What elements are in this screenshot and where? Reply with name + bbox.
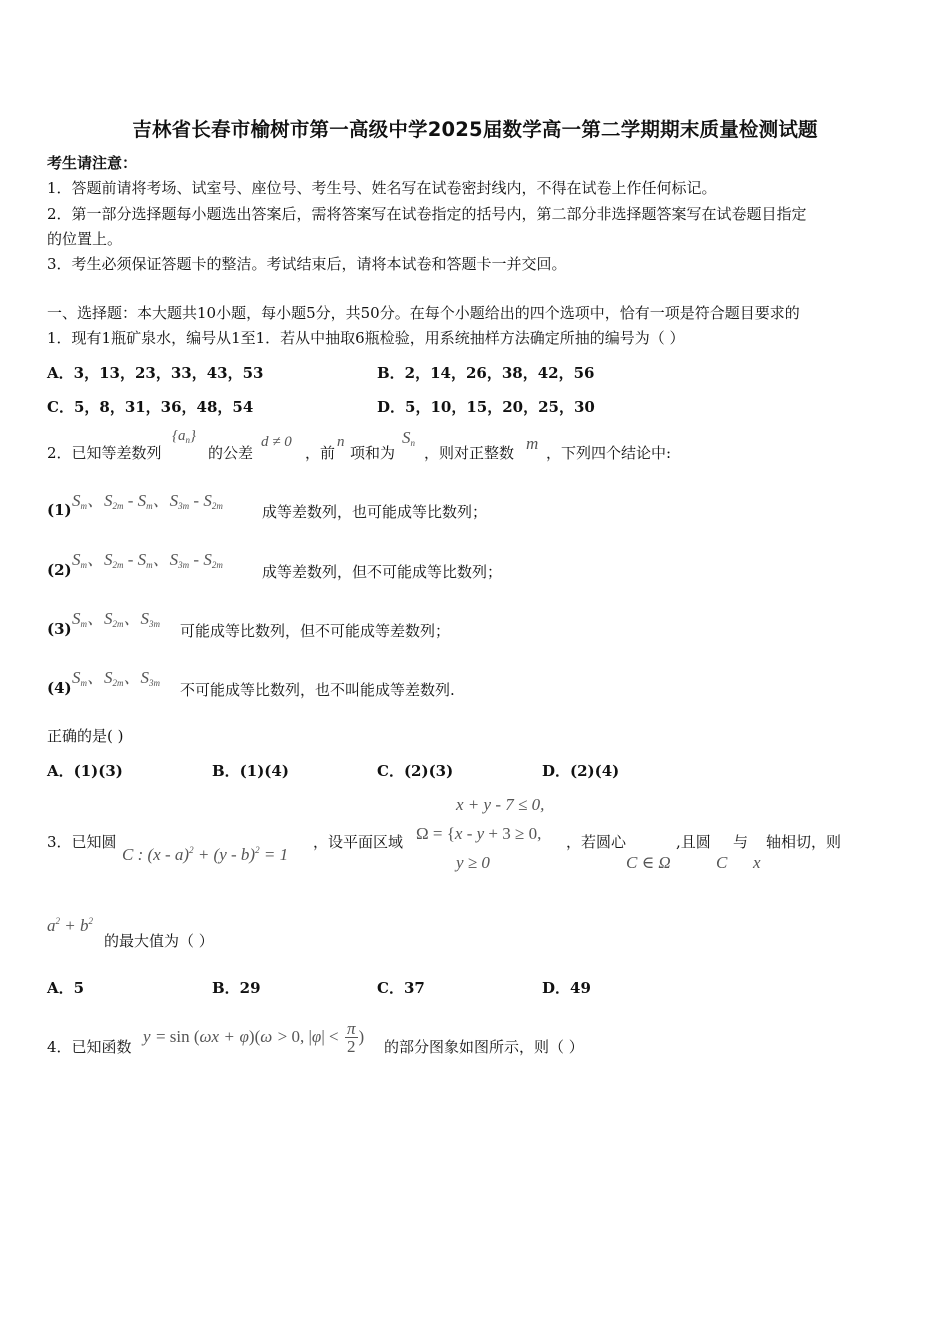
q2-correct-prompt: 正确的是( )	[47, 727, 124, 745]
notice-item-2: 2．第一部分选择题每小题选出答案后，需将答案写在试卷指定的括号内，第二部分非选择题答案写在试卷题目指定	[47, 205, 807, 223]
q2-statement-2-text: 成等差数列，但不可能成等比数列；	[262, 563, 503, 581]
q2-statement-1-text: 成等差数列，也可能成等比数列；	[262, 503, 488, 521]
q2-statement-2-num: (2)	[47, 561, 72, 579]
q3-formula-circle: C : (x - a)$^2$ + (y - b)$^2$ = 1	[122, 845, 289, 864]
q2-option-b: B．(1)(4)	[212, 762, 289, 780]
q2-stem-6: ，下列四个结论中:	[546, 444, 672, 462]
q2-option-a: A．(1)(3)	[47, 762, 123, 780]
q3-option-b: B．29	[212, 979, 261, 997]
q2-option-c: C．(2)(3)	[377, 762, 454, 780]
q2-statement-4-text: 不可能成等比数列，也不叫能成等差数列.	[180, 681, 455, 699]
page-title: 吉林省长春市榆树市第一高级中学2025届数学高一第二学期期末质量检测试题	[132, 118, 818, 141]
q2-formula-m: m	[526, 434, 539, 453]
q3-stem-1: 3．已知圆	[47, 833, 117, 851]
q4-formula-function: y = sin (ωx + φ)(ω > 0, |φ| < $\frac{\pi}{2}$ )	[143, 1019, 365, 1056]
q3-option-d: D．49	[542, 979, 591, 997]
q2-formula-d: d ≠ 0	[261, 434, 292, 450]
q2-formula-an: $\{a_n\}$	[172, 428, 196, 445]
q2-stem-4: 项和为	[350, 444, 396, 462]
q3-stem-7: 的最大值为（ ）	[104, 932, 214, 950]
q2-stem-2: 的公差	[208, 444, 254, 462]
q2-stem-1: 2．已知等差数列	[47, 444, 162, 462]
q2-statement-3-num: (3)	[47, 620, 72, 638]
q3-stem-4: ,且圆	[676, 833, 711, 851]
q3-formula-x: x	[753, 853, 761, 872]
q2-stem-5: ，则对正整数	[424, 444, 515, 462]
q3-option-c: C．37	[377, 979, 425, 997]
q1-option-a: A．3，13，23，33，43，53	[47, 364, 264, 382]
q2-stem-3: ，前	[305, 444, 336, 462]
q2-statement-3-formula: $S_m$、$S_{2m}$、$S_{3m}$	[72, 609, 160, 629]
q3-stem-3: ，若圆心	[566, 833, 627, 851]
q3-stem-5: 与	[733, 833, 749, 851]
q3-formula-a2b2: $a^2 + b^2$	[47, 916, 93, 935]
q3-stem-2: ，设平面区域	[313, 833, 404, 851]
q2-statement-4-num: (4)	[47, 679, 72, 697]
q3-stem-6: 轴相切，则	[766, 833, 842, 851]
q4-stem-1: 4．已知函数	[47, 1038, 132, 1056]
q2-statement-1-formula: $S_m$、$S_{2m} - S_m$、$S_{3m} - S_{2m}$	[72, 491, 223, 511]
notice-item-2-cont: 的位置上。	[47, 230, 123, 248]
q1-option-c: C．5，8，31，36，48，54	[47, 398, 254, 416]
q2-statement-2-formula: $S_m$、$S_{2m} - S_m$、$S_{3m} - S_{2m}$	[72, 550, 223, 570]
q1-option-b: B．2，14，26，38，42，56	[377, 364, 595, 382]
q2-statement-4-formula: $S_m$、$S_{2m}$、$S_{3m}$	[72, 668, 160, 688]
q3-formula-region: x + y - 7 ≤ 0, Ω = {x - y + 3 ≥ 0, y ≥ 0	[416, 795, 545, 872]
q2-formula-n: n	[337, 434, 345, 450]
notice-item-1: 1．答题前请将考场、试室号、座位号、考生号、姓名写在试卷密封线内，不得在试卷上作任何标记。	[47, 179, 717, 197]
q2-formula-sn: $S_n$	[402, 428, 415, 448]
q1-option-d: D．5，10，15，20，25，30	[377, 398, 595, 416]
q1-stem: 1．现有1瓶矿泉水，编号从1至1．若从中抽取6瓶检验，用系统抽样方法确定所抽的编号为（ ）	[47, 329, 685, 347]
notice-heading: 考生请注意：	[47, 154, 138, 172]
q4-stem-2: 的部分图象如图所示，则（ ）	[384, 1038, 584, 1056]
q2-statement-3-text: 可能成等比数列，但不可能成等差数列；	[180, 622, 451, 640]
q2-statement-1-num: (1)	[47, 501, 72, 519]
q3-formula-c: C	[716, 853, 728, 872]
section-heading: 一、选择题：本大题共10小题，每小题5分，共50分。在每个小题给出的四个选项中，恰有一项是符合题目要求的	[47, 304, 800, 322]
q2-option-d: D．(2)(4)	[542, 762, 620, 780]
notice-item-3: 3．考生必须保证答题卡的整洁。考试结束后，请将本试卷和答题卡一并交回。	[47, 255, 567, 273]
q3-formula-c-in-omega: C ∈ Ω	[626, 853, 671, 872]
q3-option-a: A．5	[47, 979, 85, 997]
